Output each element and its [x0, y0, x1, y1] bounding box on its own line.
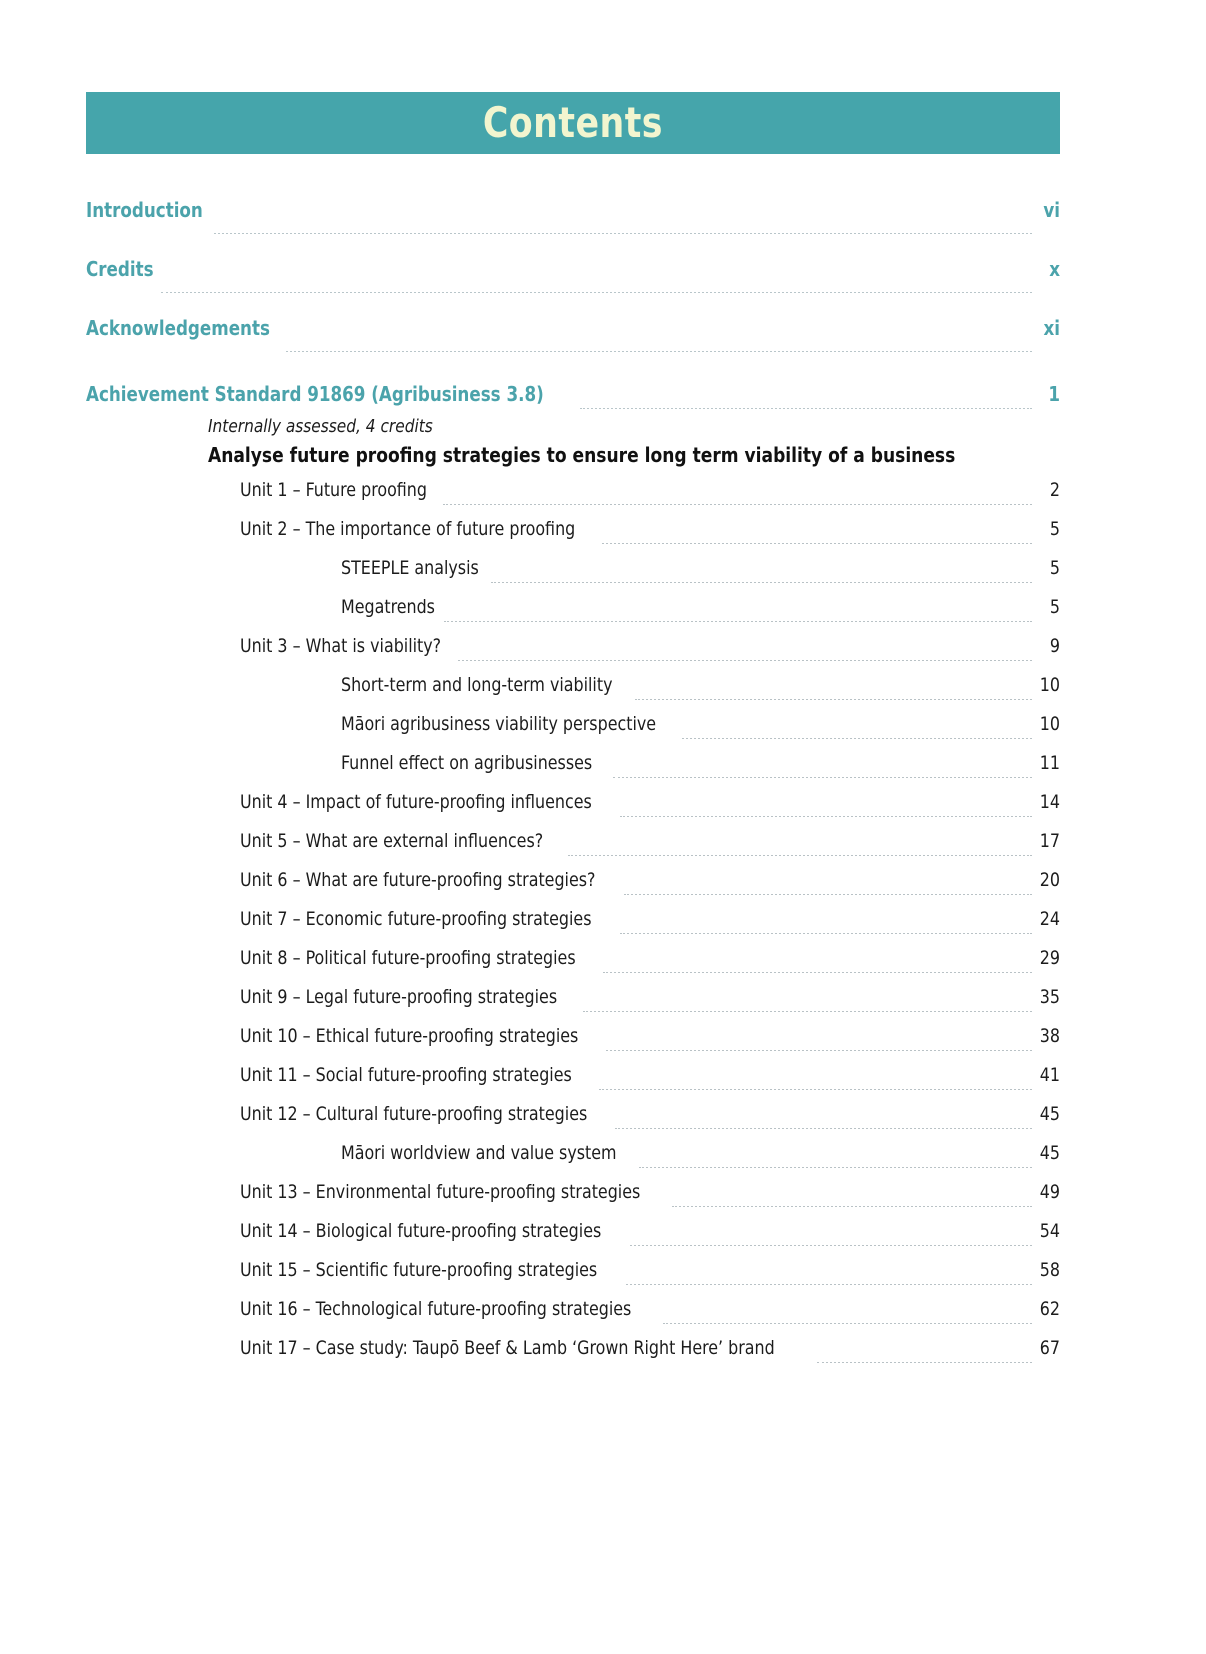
toc-entry-label: Unit 16 – Technological future-proofing strategies [240, 1297, 632, 1320]
leader-dots [583, 1011, 1032, 1012]
toc-unit-entry[interactable] [86, 860, 1060, 899]
toc-entry-label: Unit 3 – What is viability? [240, 634, 442, 657]
leader-dots [214, 233, 1032, 234]
toc-entry-page: vi [1043, 197, 1060, 222]
toc-unit-entry[interactable] [86, 509, 1060, 548]
toc-subentry[interactable] [86, 587, 1060, 626]
toc-entry-page: 2 [1049, 478, 1060, 501]
leader-dots [568, 855, 1032, 856]
toc-entry-page: 49 [1039, 1180, 1060, 1203]
leader-dots [599, 1089, 1032, 1090]
toc-unit-entry[interactable] [86, 899, 1060, 938]
toc-entry-page: 11 [1039, 751, 1060, 774]
toc-entry-page: 38 [1039, 1024, 1060, 1047]
toc-unit-entry[interactable] [86, 1328, 1060, 1367]
toc-entry-label: Māori worldview and value system [341, 1141, 617, 1164]
leader-dots [613, 777, 1032, 778]
toc-entry-label: Introduction [86, 197, 203, 222]
toc-entry-label: Unit 5 – What are external influences? [240, 829, 544, 852]
toc-entry-label: Unit 2 – The importance of future proofing [240, 517, 576, 540]
toc-entry-page: 58 [1039, 1258, 1060, 1281]
leader-dots [682, 738, 1032, 739]
toc-entry-label: Unit 9 – Legal future-proofing strategies [240, 985, 558, 1008]
leader-dots [672, 1206, 1032, 1207]
leader-dots [817, 1362, 1032, 1363]
achievement-standard-credits: Internally assessed, 4 credits [208, 416, 433, 437]
toc-subentry[interactable] [86, 1133, 1060, 1172]
toc-entry-label: Unit 7 – Economic future-proofing strategies [240, 907, 592, 930]
toc-entry-label: Unit 10 – Ethical future-proofing strategies [240, 1024, 579, 1047]
toc-entry-label: Unit 11 – Social future-proofing strategies [240, 1063, 572, 1086]
toc-unit-entry[interactable] [86, 977, 1060, 1016]
toc-unit-entry[interactable] [86, 1016, 1060, 1055]
toc-unit-entry[interactable] [86, 1289, 1060, 1328]
leader-dots [639, 1167, 1032, 1168]
toc-entry-label: Unit 4 – Impact of future-proofing influences [240, 790, 592, 813]
achievement-standard-heading: Achievement Standard 91869 (Agribusiness 3.8) [86, 382, 544, 406]
toc-entry-page: 67 [1039, 1336, 1060, 1359]
toc-unit-entry[interactable] [86, 821, 1060, 860]
toc-entry-label: Unit 6 – What are future-proofing strategies? [240, 868, 596, 891]
toc-entry-page: 35 [1039, 985, 1060, 1008]
toc-unit-entry[interactable] [86, 1055, 1060, 1094]
toc-entry-page: 29 [1039, 946, 1060, 969]
leader-dots [620, 816, 1032, 817]
toc-entry-label: Megatrends [341, 595, 435, 618]
toc-entry-page: 17 [1039, 829, 1060, 852]
toc-unit-entry[interactable] [86, 1094, 1060, 1133]
toc-unit-entry[interactable] [86, 470, 1060, 509]
toc-entry-page: 9 [1049, 634, 1060, 657]
leader-dots [606, 1050, 1032, 1051]
toc-entry-label: STEEPLE analysis [341, 556, 479, 579]
toc-entry-page: 54 [1039, 1219, 1060, 1242]
toc-subentry[interactable] [86, 704, 1060, 743]
toc-entry-label: Unit 17 – Case study: Taupō Beef & Lamb ‘Grown Right Here’ brand [240, 1336, 775, 1359]
leader-dots [620, 933, 1032, 934]
toc-unit-entry[interactable] [86, 782, 1060, 821]
toc-entry-label: Unit 13 – Environmental future-proofing strategies [240, 1180, 641, 1203]
leader-dots [663, 1323, 1032, 1324]
toc-entry-page: xi [1043, 315, 1060, 340]
page-title: Contents [482, 98, 664, 147]
toc-entry-label: Unit 12 – Cultural future-proofing strategies [240, 1102, 588, 1125]
toc-entry-page: 24 [1039, 907, 1060, 930]
toc-entry-credits[interactable] [86, 239, 1060, 298]
leader-dots [630, 1245, 1032, 1246]
toc-unit-entry[interactable] [86, 1211, 1060, 1250]
toc-subentry[interactable] [86, 548, 1060, 587]
toc-entry-page: 20 [1039, 868, 1060, 891]
leader-dots [443, 504, 1032, 505]
toc-unit-entry[interactable] [86, 626, 1060, 665]
toc-entry-label: Short-term and long-term viability [341, 673, 613, 696]
toc-entry-list [86, 470, 1060, 1367]
toc-entry-acknowledgements[interactable] [86, 298, 1060, 357]
toc-entry-page: 10 [1039, 712, 1060, 735]
toc-entry-page: 14 [1039, 790, 1060, 813]
toc-entry-label: Unit 8 – Political future-proofing strategies [240, 946, 576, 969]
contents-header-banner [86, 92, 1060, 154]
toc-entry-page: 45 [1039, 1102, 1060, 1125]
leader-dots [491, 582, 1032, 583]
leader-dots [286, 351, 1032, 352]
toc-entry-label: Unit 14 – Biological future-proofing strategies [240, 1219, 602, 1242]
toc-entry-label: Māori agribusiness viability perspective [341, 712, 657, 735]
toc-entry-page: 1 [1048, 382, 1060, 406]
toc-entry-page: 5 [1049, 556, 1060, 579]
leader-dots [602, 543, 1032, 544]
leader-dots [458, 660, 1032, 661]
leader-dots [444, 621, 1032, 622]
leader-dots [580, 408, 1032, 409]
leader-dots [615, 1128, 1032, 1129]
toc-entry-label: Acknowledgements [86, 315, 270, 340]
toc-subentry[interactable] [86, 665, 1060, 704]
leader-dots [624, 894, 1032, 895]
achievement-standard-title: Analyse future proofing strategies to ensure long term viability of a business [208, 443, 956, 467]
toc-unit-entry[interactable] [86, 1250, 1060, 1289]
table-of-contents [86, 180, 1060, 1367]
toc-entry-label: Unit 15 – Scientific future-proofing strategies [240, 1258, 598, 1281]
toc-entry-page: 5 [1049, 517, 1060, 540]
toc-entry-label: Funnel effect on agribusinesses [341, 751, 593, 774]
leader-dots [161, 292, 1032, 293]
toc-entry-page: 45 [1039, 1141, 1060, 1164]
toc-entry-page: 41 [1039, 1063, 1060, 1086]
toc-entry-achievement-standard[interactable] [86, 374, 1060, 414]
toc-entry-introduction[interactable] [86, 180, 1060, 239]
toc-subentry[interactable] [86, 743, 1060, 782]
toc-entry-page: 10 [1039, 673, 1060, 696]
toc-entry-label: Unit 1 – Future proofing [240, 478, 427, 501]
toc-entry-page: 62 [1039, 1297, 1060, 1320]
toc-unit-entry[interactable] [86, 1172, 1060, 1211]
leader-dots [626, 1284, 1032, 1285]
leader-dots [635, 699, 1032, 700]
toc-entry-page: 5 [1049, 595, 1060, 618]
toc-unit-entry[interactable] [86, 938, 1060, 977]
toc-entry-page: x [1049, 256, 1060, 281]
toc-entry-label: Credits [86, 256, 154, 281]
leader-dots [603, 972, 1032, 973]
